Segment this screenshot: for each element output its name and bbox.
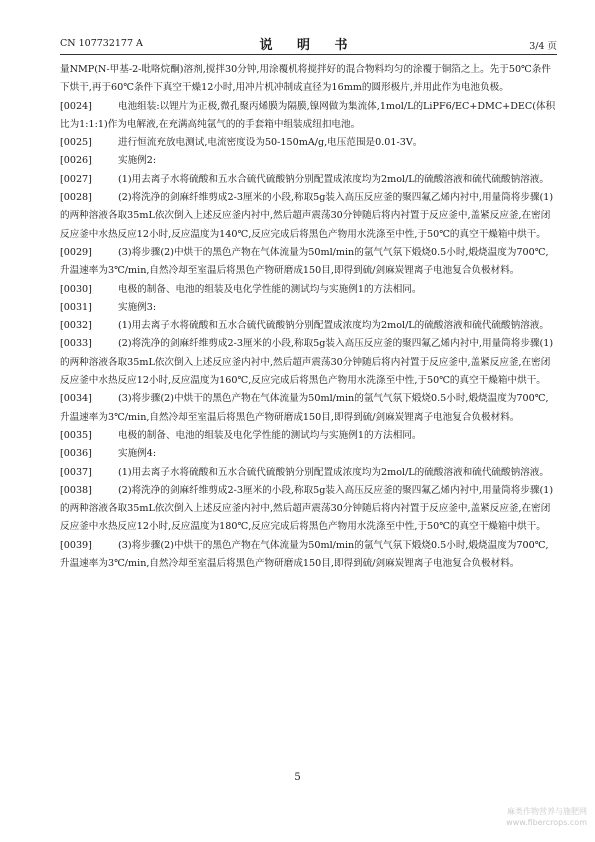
paragraph-number: [0031] (60, 301, 92, 313)
publication-number: CN 107732177 A (60, 38, 143, 49)
paragraph-text: (2)将洗净的剑麻纤维剪成2-3厘米的小段,称取5g装入高压反应釜的聚四氟乙烯内衬中,用量筒将步骤(1)的两种溶液各取35mL依次倒入上述反应釜内衬中,然后超声震荡30分钟随后将内衬置于反应釜中,盖紧反应釜,在密闭反应釜中水热反应12小时,反应温度为180℃,反应完成后将黑色产物用水洗涤至中性,于50℃的真空干燥箱中烘干。 (60, 484, 554, 533)
paragraph-text: (3)将步骤(2)中烘干的黑色产物在气体流量为50ml/min的氩气气氛下煅烧0.5小时,煅烧温度为700℃,升温速率为3℃/min,自然冷却至室温后将黑色产物研磨成150目,即得到硫/剑麻炭锂离子电池复合负极材料。 (60, 539, 549, 570)
paragraph-0037 (60, 464, 557, 482)
paragraph-number: [0036] (60, 448, 92, 460)
paragraph-text: 电极的制备、电池的组装及电化学性能的测试均与实施例1的方法相同。 (118, 283, 422, 295)
page-count: 3/4 页 (529, 41, 557, 52)
paragraph-text: (2)将洗净的剑麻纤维剪成2-3厘米的小段,称取5g装入高压反应釜的聚四氟乙烯内衬中,用量筒将步骤(1)的两种溶液各取35mL依次倒入上述反应釜内衬中,然后超声震荡30分钟随后将内衬置于反应釜中,盖紧反应釜,在密闭反应釜中水热反应12小时,反应温度为140℃,反应完成后将黑色产物用水洗涤至中性,于50℃的真空干燥箱中烘干。 (60, 192, 554, 240)
paragraph-text: 电池组装:以锂片为正极,微孔聚丙烯膜为隔膜,镍网做为集流体,1mol/L的LiPF6/EC+DMC+DEC(体积比为1:1:1)作为电解液,在充满高纯氩气的的手套箱中组装成纽扣电池。 (60, 100, 556, 130)
paragraph-number: [0025] (60, 137, 92, 149)
paragraph-0032 (60, 317, 557, 335)
paragraph-text: 实施例3: (118, 301, 157, 313)
paragraph-number: [0033] (60, 338, 92, 350)
paragraph-number: [0030] (60, 283, 92, 295)
paragraph-0034 (60, 390, 557, 427)
paragraph-number: [0032] (60, 320, 92, 332)
paragraph-number: [0034] (60, 393, 92, 405)
paragraph-text: (2)将洗净的剑麻纤维剪成2-3厘米的小段,称取5g装入高压反应釜的聚四氟乙烯内衬中,用量筒将步骤(1)的两种溶液各取35mL依次倒入上述反应釜内衬中,然后超声震荡30分钟随后将内衬置于反应釜中,盖紧反应釜,在密闭反应釜中水热反应12小时,反应温度为160℃,反应完成后将黑色产物用水洗涤至中性,于50℃的真空干燥箱中烘干。 (60, 338, 554, 387)
paragraph-number: [0027] (60, 173, 92, 185)
paragraph-0025 (60, 134, 557, 152)
paragraph-text: 实施例2: (118, 155, 157, 167)
paragraph-0033 (60, 335, 557, 390)
paragraph-0030 (60, 281, 557, 299)
watermark-url: www.fibercrops.com (506, 818, 587, 827)
paragraph-0035 (60, 427, 557, 445)
paragraph-number: [0038] (60, 484, 92, 496)
paragraph-0036 (60, 445, 557, 463)
paragraph-text: 电极的制备、电池的组装及电化学性能的测试均与实施例1的方法相同。 (118, 429, 422, 441)
paragraph-0029 (60, 244, 557, 281)
paragraph-number: [0037] (60, 466, 92, 478)
paragraph-number: [0026] (60, 155, 92, 167)
paragraph-0039 (60, 537, 557, 574)
paragraph-text: 量NMP(N-甲基-2-吡咯烷酮)溶剂,搅拌30分钟,用涂覆机将搅拌好的混合物料均匀的涂覆于铜箔之上。先于50℃条件下烘干,再于60℃条件下真空干燥12小时,用冲片机冲制成直径为16mm的圆形极片,并用此作为电池负极。 (60, 64, 551, 94)
paragraph-0024 (60, 98, 557, 135)
paragraph-text: 实施例4: (118, 448, 157, 460)
document-body (60, 61, 557, 573)
paragraph-0027 (60, 171, 557, 189)
paragraph-number: [0028] (60, 192, 92, 204)
paragraph-0028 (60, 189, 557, 244)
paragraph-text: (1)用去离子水将硫酸和五水合硫代硫酸钠分别配置成浓度均为2mol/L的硫酸溶液和硫代硫酸钠溶液。 (118, 173, 549, 185)
paragraph-text: (1)用去离子水将硫酸和五水合硫代硫酸钠分别配置成浓度均为2mol/L的硫酸溶液和硫代硫酸钠溶液。 (118, 466, 549, 478)
page-number: 5 (294, 772, 301, 783)
paragraph-text: (1)用去离子水将硫酸和五水合硫代硫酸钠分别配置成浓度均为2mol/L的硫酸溶液和硫代硫酸钠溶液。 (118, 320, 549, 332)
paragraph-text: (3)将步骤(2)中烘干的黑色产物在气体流量为50ml/min的氩气气氛下煅烧0.5小时,煅烧温度为700℃,升温速率为3℃/min,自然冷却至室温后将黑色产物研磨成150目,即得到硫/剑麻炭锂离子电池复合负极材料。 (60, 246, 549, 277)
paragraph-0026 (60, 152, 557, 170)
paragraph-number: [0039] (60, 539, 92, 551)
paragraph-number: [0029] (60, 246, 92, 258)
watermark-site-name: 麻类作物营养与施肥网 (507, 807, 587, 816)
paragraph-0038 (60, 482, 557, 537)
page-header (60, 34, 557, 55)
paragraph-continuation (60, 61, 557, 98)
paragraph-number: [0024] (60, 100, 92, 112)
paragraph-0031 (60, 299, 557, 317)
watermark (506, 806, 587, 828)
paragraph-text: 进行恒流充放电测试,电流密度设为50-150mA/g,电压范围是0.01-3V。 (118, 137, 423, 149)
paragraph-number: [0035] (60, 429, 92, 441)
paragraph-text: (3)将步骤(2)中烘干的黑色产物在气体流量为50ml/min的氩气气氛下煅烧0.5小时,煅烧温度为700℃,升温速率为3℃/min,自然冷却至室温后将黑色产物研磨成150目,即得到硫/剑麻炭锂离子电池复合负极材料。 (60, 393, 549, 423)
document-title: 说 明 书 (259, 38, 358, 53)
